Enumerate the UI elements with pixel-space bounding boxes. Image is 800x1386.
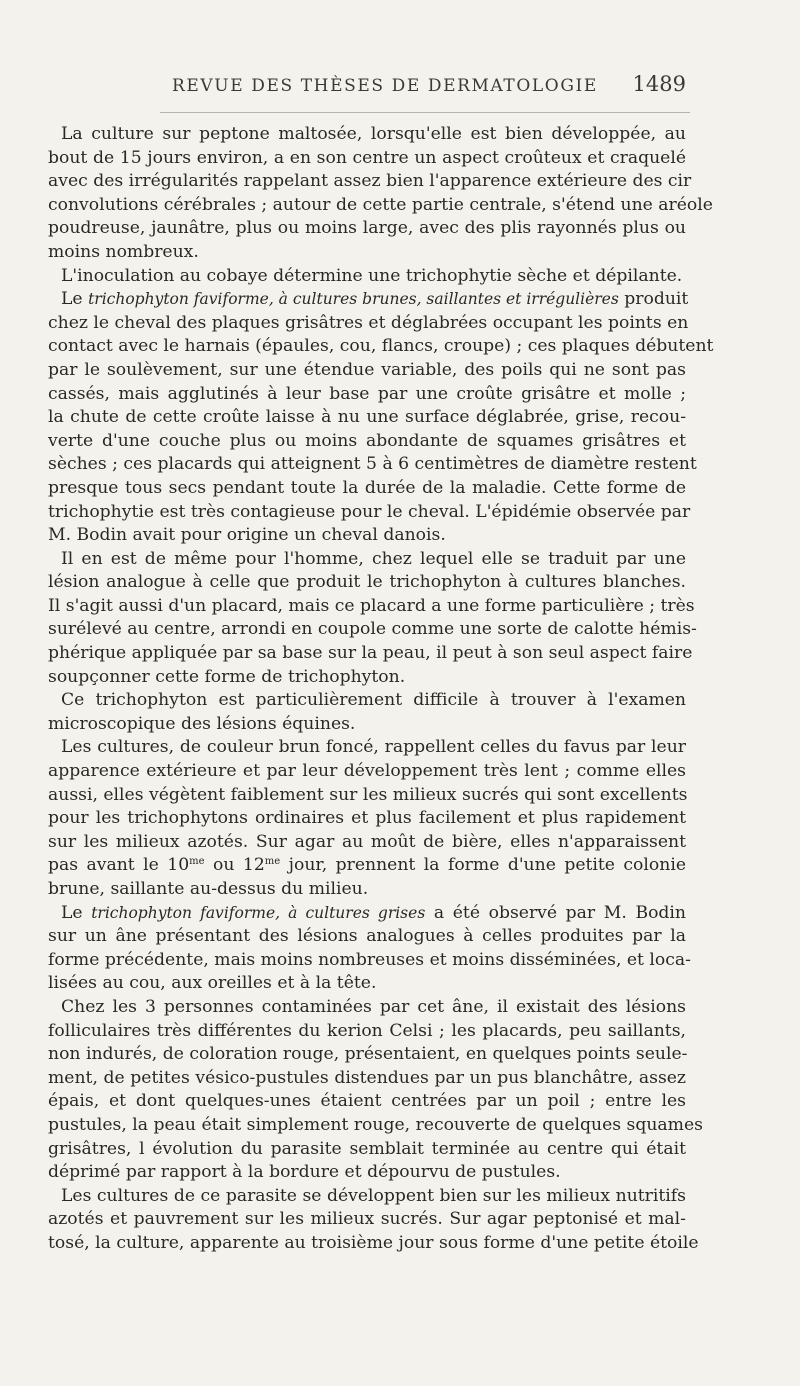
superscript: me [189,856,205,868]
text-segment: aussi, elles végètent faiblement sur les milieux sucrés qui sont excellents [48,784,688,805]
text-segment: grisâtres, l évolution du parasite semblait terminée au centre qui était [48,1138,686,1159]
text-segment: chez le cheval des plaques grisâtres et déglabrées occupant les points en [48,312,689,333]
text-line [48,1138,686,1162]
running-head [48,72,686,102]
text-line [48,335,714,359]
text-segment: Il s'agit aussi d'un placard, mais ce placard a une forme particulière ; très [48,595,695,616]
text-segment: microscopique des lésions équines. [48,713,356,734]
text-line [48,784,686,808]
body-text [48,123,714,1256]
text-segment: avec des irrégularités rappelant assez bien l'apparence extérieure des cir [48,171,692,192]
text-segment: pustules, la peau était simplement rouge, recouverte de quelques squames [48,1114,703,1135]
text-segment: lisées au cou, aux oreilles et à la tête. [48,973,377,994]
text-segment: Il en est de même pour l'homme, chez lequel elle se traduit par une [61,548,686,569]
text-segment: Chez les 3 personnes contaminées par cet âne, il existait des lésions [61,996,686,1017]
text-line [48,359,686,383]
text-line [48,618,697,642]
text-line [48,406,686,430]
text-line [48,925,686,949]
text-line [48,972,686,996]
text-line [48,1067,686,1091]
text-segment: Le [61,289,89,310]
text-line [48,548,686,572]
text-line [48,217,686,241]
text-segment: Ce trichophyton est particulièrement difficile à trouver à l'examen [61,690,686,711]
text-segment: la chute de cette croûte laisse à nu une surface déglabrée, grise, recou- [48,407,686,428]
text-line [48,477,686,501]
text-segment: apparence extérieure et par leur développement très lent ; comme elles [48,761,686,782]
text-segment: verte d'une couche plus ou moins abondante de squames grisâtres et [48,430,686,451]
text-segment: soupçonner cette forme de trichophyton. [48,666,406,687]
text-line [48,453,697,477]
text-line [48,902,686,926]
text-line [48,265,686,289]
text-line [48,760,686,784]
text-segment: jour, prennent la forme d'une petite colonie [280,855,686,876]
text-segment: pour les trichophytons ordinaires et plus facilement et plus rapidement [48,808,686,829]
text-line [48,666,686,690]
text-segment: bout de 15 jours environ, a en son centre un aspect croûteux et craquelé [48,147,686,168]
text-segment: moins nombreux. [48,241,199,262]
text-segment: M. Bodin avait pour origine un cheval danois. [48,525,446,546]
text-line [48,1161,686,1185]
text-line [48,194,713,218]
text-line [48,642,693,666]
text-segment: sèches ; ces placards qui atteignent 5 à 6 centimètres de diamètre restent [48,454,697,475]
text-line [48,831,686,855]
text-segment: ou 12 [204,855,265,876]
text-line [48,736,686,760]
text-segment: brune, saillante au-dessus du milieu. [48,879,369,899]
text-segment: convolutions cérébrales ; autour de cette partie centrale, s'étend une aréole [48,194,713,215]
text-line [48,807,686,831]
text-line [48,854,686,878]
text-segment: forme précédente, mais moins nombreuses et moins disséminées, et loca- [48,949,691,970]
text-segment: presque tous secs pendant toute la durée de la maladie. Cette forme de [48,477,686,498]
text-segment: surélevé au centre, arrondi en coupole comme une sorte de calotte hémis- [48,619,697,640]
text-segment: Les cultures de ce parasite se développent bien sur les milieux nutritifs [61,1185,686,1206]
text-segment: tosé, la culture, apparente au troisième jour sous forme d'une petite étoile [48,1232,699,1253]
text-line [48,1114,703,1138]
page-number: 1489 [632,72,686,96]
text-segment: poudreuse, jaunâtre, plus ou moins large, avec des plis rayonnés plus ou [48,218,686,239]
text-segment: contact avec le harnais (épaules, cou, flancs, croupe) ; ces plaques débutent [48,336,714,357]
text-segment: trichophytie est très contagieuse pour le cheval. L'épidémie observée par [48,501,691,522]
text-segment: L'inoculation au cobaye détermine une trichophytie sèche et dépilante. [61,265,683,286]
text-segment: a été observé par M. Bodin [425,902,686,923]
superscript: me [264,856,281,868]
text-line [48,1185,686,1209]
text-segment: phérique appliquée par sa base sur la peau, il peut à son seul aspect faire [48,643,693,664]
text-line [48,430,686,454]
text-segment: sur un âne présentant des lésions analogues à celles produites par la [48,926,686,947]
running-head-title: REVUE DES THÈSES DE DERMATOLOGIE [172,76,598,96]
text-segment: cassés, mais agglutinés à leur base par une croûte grisâtre et molle ; [48,383,686,404]
italic-text: trichophyton faviforme, à cultures grises [91,903,426,922]
text-segment: sur les milieux azotés. Sur agar au moût de bière, elles n'apparaissent [48,831,686,852]
text-line [48,501,691,525]
text-line [48,595,695,619]
text-line [48,571,686,595]
text-line [48,312,689,336]
text-segment: par le soulèvement, sur une étendue variable, des poils qui ne sont pas [48,359,686,380]
text-segment: folliculaires très différentes du kerion Celsi ; les placards, peu saillants, [48,1020,686,1041]
text-segment: épais, et dont quelques-unes étaient centrées par un poil ; entre les [48,1091,686,1112]
text-line [48,524,686,548]
text-line [48,1090,686,1114]
text-line [48,123,686,147]
italic-text: trichophyton faviforme, à cultures brunes, saillantes et irrégulières [88,290,619,309]
text-line [48,878,686,902]
text-line [48,241,686,265]
text-segment: non indurés, de coloration rouge, présentaient, en quelques points seule- [48,1044,688,1065]
text-line [48,1043,686,1067]
text-segment: Le [61,902,92,923]
text-segment: produit [618,289,689,310]
text-segment: ment, de petites vésico-pustules distendues par un pus blanchâtre, assez [48,1067,686,1088]
header-rule [160,112,690,113]
text-segment: Les cultures, de couleur brun foncé, rappellent celles du favus par leur [61,737,686,758]
text-line [48,689,686,713]
text-segment: déprimé par rapport à la bordure et dépourvu de pustules. [48,1162,561,1183]
text-line [48,170,692,194]
text-segment: La culture sur peptone maltosée, lorsqu'elle est bien développée, au [61,124,686,144]
text-line [48,288,689,312]
text-line [48,383,686,407]
text-line [48,1020,686,1044]
text-segment: lésion analogue à celle que produit le trichophyton à cultures blanches. [48,572,686,593]
text-segment: pas avant le 10 [48,855,190,876]
text-line [48,996,686,1020]
text-line [48,1208,686,1232]
text-line [48,147,686,171]
text-line [48,1232,699,1256]
text-segment: azotés et pauvrement sur les milieux sucrés. Sur agar peptonisé et mal- [48,1209,686,1230]
text-line [48,949,691,973]
text-line [48,713,686,737]
